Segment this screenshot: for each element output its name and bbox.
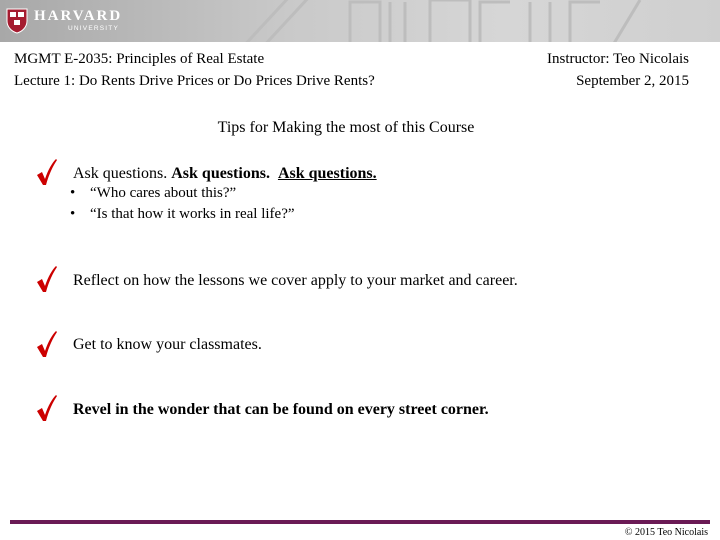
tip1-bullet-2-text: “Is that how it works [90,206,220,222]
tip-classmates: Get to know your classmates. [73,336,262,353]
copyright-notice: © 2015 Teo Nicolais [624,527,708,538]
instructor-header [547,48,689,92]
checkmark-icon [35,158,57,186]
tip1-underlined: Ask questions. [277,165,377,182]
building-watermark-icon [230,0,650,42]
tip1-bullet-2-emphasis: in real life [219,206,282,222]
lecture-title: Lecture 1: Do Rents Drive Prices or Do Prices Drive Rents? [14,73,375,89]
slide-title: Tips for Making the most of this Course [217,119,475,136]
tip1-bullet-2: • “Is that how it works in real life?” [70,206,295,222]
tip-revel [73,399,489,420]
tip1-bold: Ask questions. [171,165,270,182]
shield-icon [6,8,28,34]
tip-reflect: Reflect on how the lessons we cover apply to your market and career. [73,272,518,289]
logo-subtitle: UNIVERSITY [68,25,120,33]
tip-ask-questions [73,163,377,184]
header-banner [0,0,720,42]
checkmark-icon [35,265,57,293]
checkmark-icon [35,330,57,358]
logo-name: HARVARD [34,8,123,25]
tip4-text: Revel in the wonder that can be found on every street corner. [73,401,489,418]
course-header [14,48,375,92]
tip1-bullet-1-text: “Who cares about this?” [90,185,237,201]
instructor-name: Instructor: Teo Nicolais [547,51,689,67]
lecture-date: September 2, 2015 [576,73,689,89]
tip1-bullet-1: • “Who cares about this?” [70,185,237,201]
footer-divider [10,520,710,524]
tip1-plain: Ask questions. [73,165,168,182]
harvard-logo [6,6,122,36]
checkmark-icon [35,394,57,422]
tip1-bullet-2-end: ?” [281,206,295,222]
course-title: MGMT E-2035: Principles of Real Estate [14,51,265,67]
